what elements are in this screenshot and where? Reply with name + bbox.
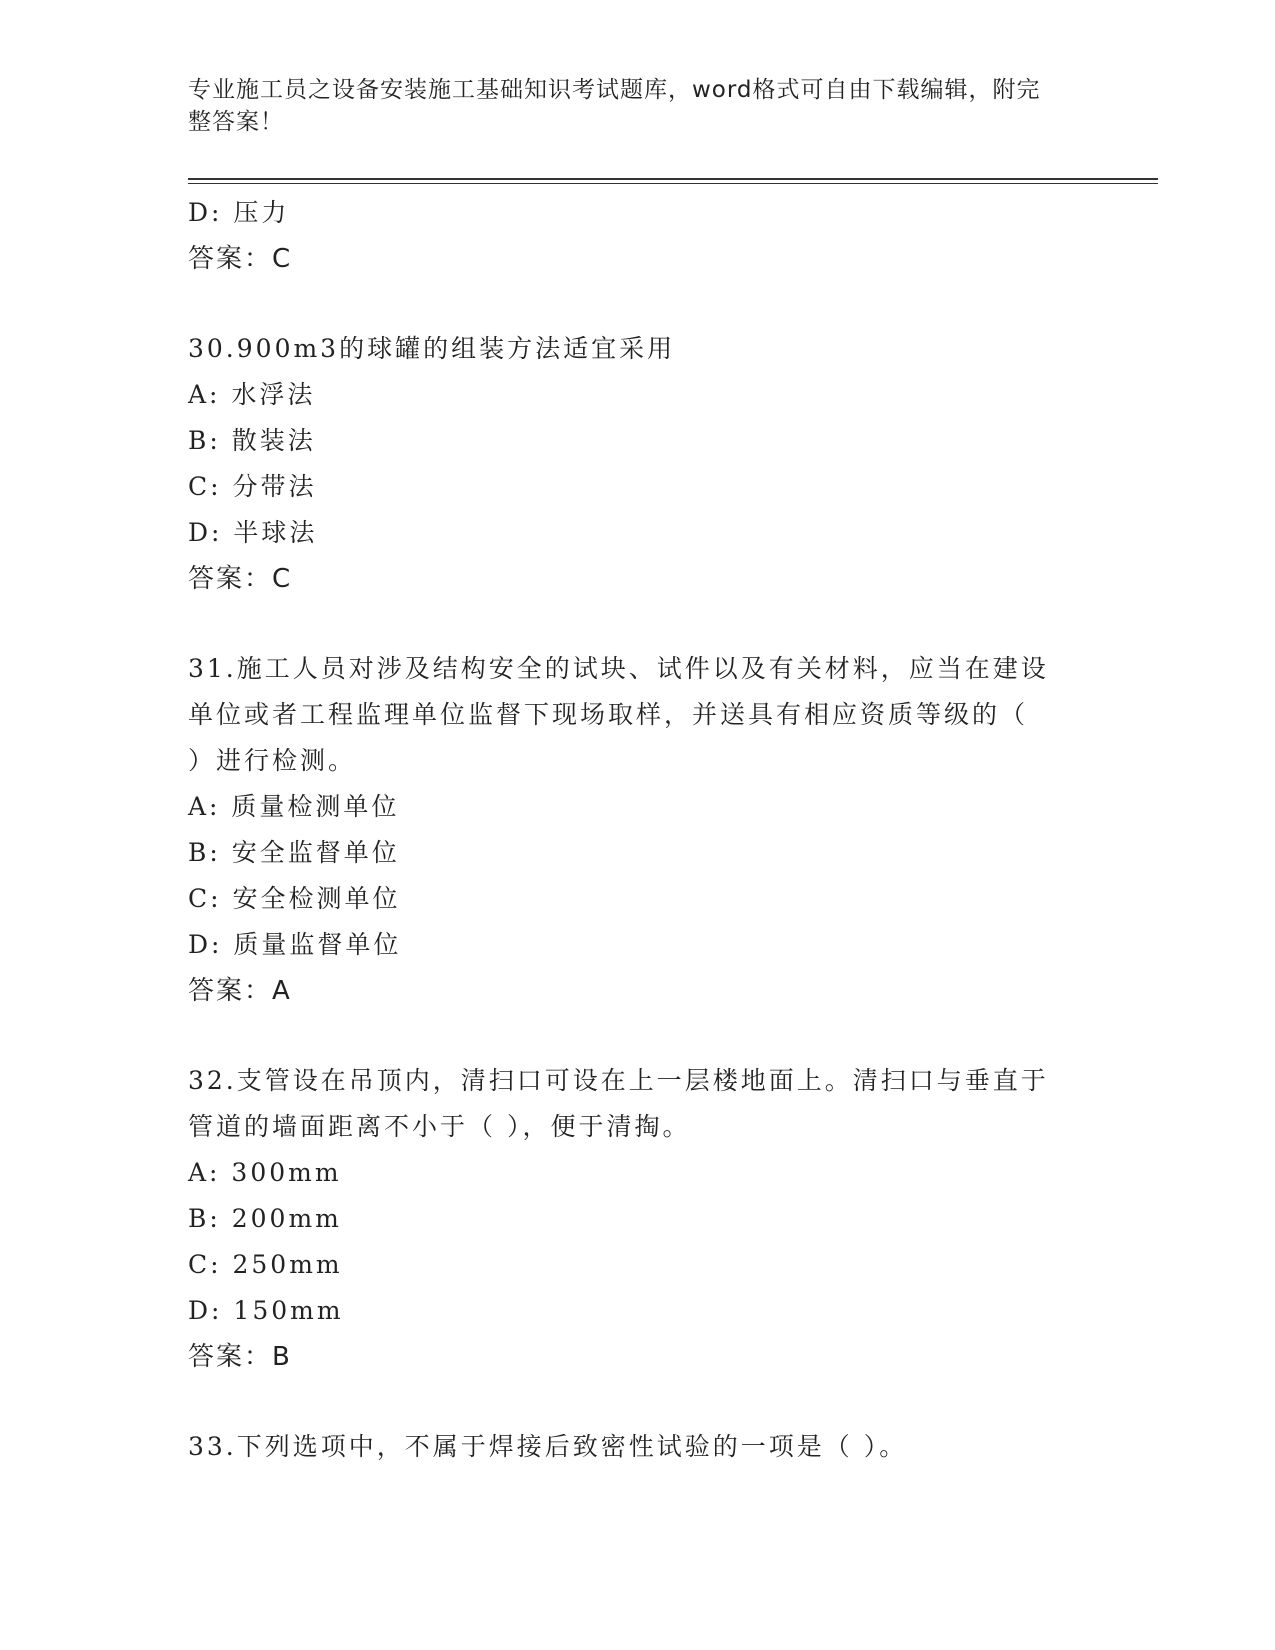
page-header [188,74,1088,138]
spacer [188,602,1088,646]
question-stem: 单位或者工程监理单位监督下现场取样，并送具有相应资质等级的（ [188,700,1029,729]
header-line-2: 整答案！ [188,109,284,135]
option-c: C: 安全检测单位 [188,884,401,913]
question-content [188,190,1088,1470]
option-d: D: 150mm [188,1296,344,1325]
question-stem: 31.施工人员对涉及结构安全的试块、试件以及有关材料，应当在建设 [188,654,1049,683]
question-31 [188,646,1088,1014]
option-c: C: 分带法 [188,472,317,501]
option-b: B: 安全监督单位 [188,838,400,867]
prev-answer: 答案：C [188,244,293,274]
option-c: C: 250mm [188,1250,343,1279]
header-rule-thick [188,178,1158,180]
prev-option-d: D: 压力 [188,198,290,227]
spacer [188,1014,1088,1058]
option-a: A: 水浮法 [188,380,316,409]
question-stem: 30.900m3的球罐的组装方法适宜采用 [188,334,676,363]
option-b: B: 散装法 [188,426,316,455]
answer: 答案：B [188,1342,292,1372]
option-a: A: 300mm [188,1158,342,1187]
header-line-1: 专业施工员之设备安装施工基础知识考试题库，word格式可自由下载编辑，附完 [188,77,1041,103]
question-33 [188,1424,1088,1470]
option-d: D: 半球法 [188,518,318,547]
question-stem: 32.支管设在吊顶内，清扫口可设在上一层楼地面上。清扫口与垂直于 [188,1066,1049,1095]
header-rule-thin [188,183,1158,184]
option-d: D: 质量监督单位 [188,930,402,959]
question-stem: ）进行检测。 [188,746,357,775]
option-b: B: 200mm [188,1204,342,1233]
question-stem: 管道的墙面距离不小于（ ），便于清掏。 [188,1112,691,1141]
question-30 [188,326,1088,602]
option-a: A: 质量检测单位 [188,792,400,821]
spacer [188,1380,1088,1424]
spacer [188,282,1088,326]
question-32 [188,1058,1088,1380]
question-stem: 33.下列选项中，不属于焊接后致密性试验的一项是（ ）。 [188,1432,908,1461]
answer: 答案：C [188,564,293,594]
answer: 答案：A [188,976,292,1006]
